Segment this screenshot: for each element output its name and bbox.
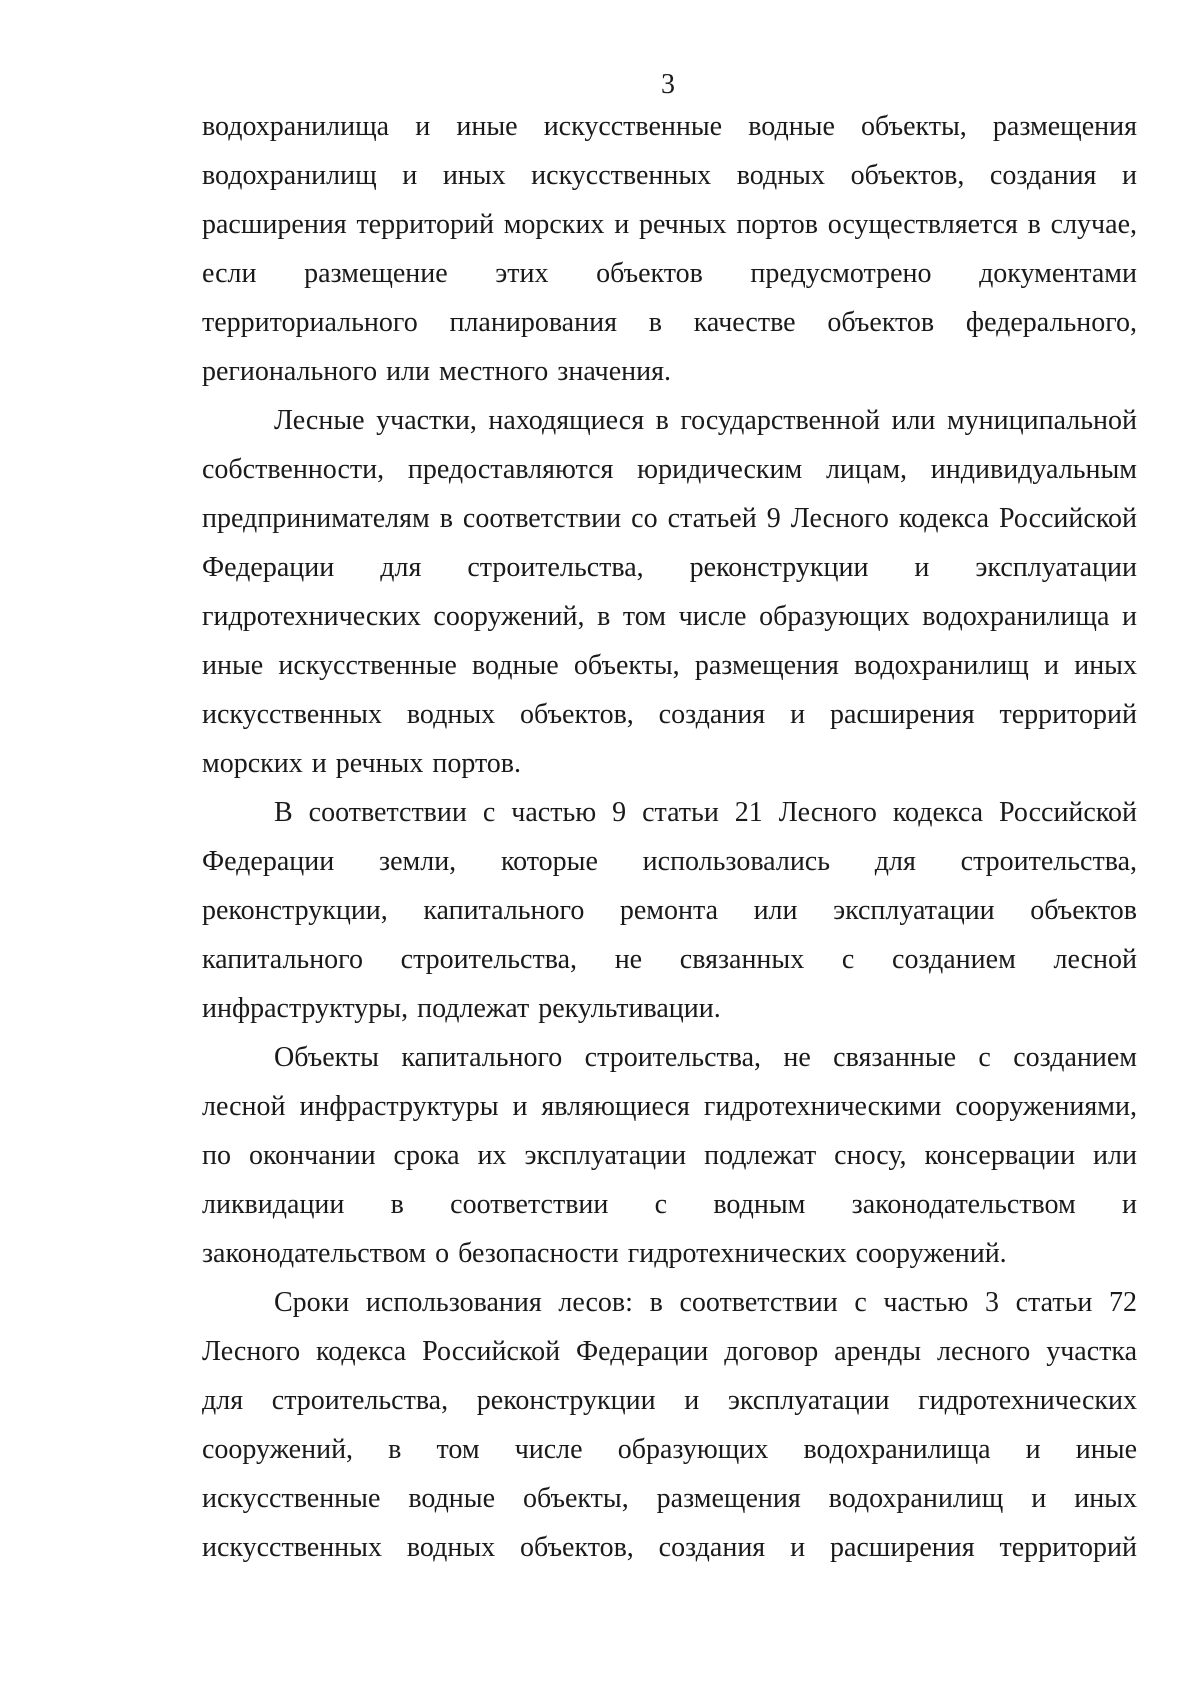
paragraph-3 (202, 788, 1137, 1033)
text-line: искусственных водных объектов, создания и расширения территорий (202, 1532, 1137, 1563)
text-line: гидротехнических сооружений, в том числе образующих водохранилища и (202, 601, 1137, 632)
text-line: лесной инфраструктуры и являющиеся гидротехническими сооружениями, (202, 1091, 1137, 1122)
text-line: реконструкции, капитального ремонта или эксплуатации объектов (202, 895, 1137, 926)
text-line: законодательством о безопасности гидротехнических сооружений. (202, 1238, 1007, 1269)
text-line: предпринимателям в соответствии со статьей 9 Лесного кодекса Российской (202, 503, 1137, 534)
text-line: иные искусственные водные объекты, размещения водохранилищ и иных (202, 650, 1137, 681)
text-line: инфраструктуры, подлежат рекультивации. (202, 993, 721, 1024)
text-line: капитального строительства, не связанных с созданием лесной (202, 944, 1137, 975)
text-line: Лесного кодекса Российской Федерации договор аренды лесного участка (202, 1336, 1137, 1367)
text-line: расширения территорий морских и речных портов осуществляется в случае, (202, 209, 1137, 240)
text-line: искусственные водные объекты, размещения водохранилищ и иных (202, 1483, 1137, 1514)
text-line: если размещение этих объектов предусмотрено документами (202, 258, 1137, 289)
text-line: ликвидации в соответствии с водным законодательством и (202, 1189, 1137, 1220)
document-body (202, 102, 1137, 1572)
text-line: В соответствии с частью 9 статьи 21 Лесного кодекса Российской (274, 797, 1137, 828)
text-line: Лесные участки, находящиеся в государственной или муниципальной (274, 405, 1137, 436)
text-line: Сроки использования лесов: в соответствии с частью 3 статьи 72 (274, 1287, 1137, 1318)
text-line: искусственных водных объектов, создания и расширения территорий (202, 699, 1137, 730)
paragraph-1 (202, 102, 1137, 396)
text-line: сооружений, в том числе образующих водохранилища и иные (202, 1434, 1137, 1465)
text-line: по окончании срока их эксплуатации подлежат сносу, консервации или (202, 1140, 1137, 1171)
paragraph-2 (202, 396, 1137, 788)
page-number: 3 (661, 69, 675, 100)
paragraph-5 (202, 1278, 1137, 1572)
paragraph-4 (202, 1033, 1137, 1278)
text-line: собственности, предоставляются юридическим лицам, индивидуальным (202, 454, 1137, 485)
text-line: Объекты капитального строительства, не связанные с созданием (274, 1042, 1137, 1073)
text-line: Федерации земли, которые использовались для строительства, (202, 846, 1137, 877)
text-line: морских и речных портов. (202, 748, 522, 779)
text-line: территориального планирования в качестве объектов федерального, (202, 307, 1137, 338)
text-line: для строительства, реконструкции и эксплуатации гидротехнических (202, 1385, 1137, 1416)
text-line: водохранилищ и иных искусственных водных объектов, создания и (202, 160, 1137, 191)
text-line: водохранилища и иные искусственные водные объекты, размещения (202, 111, 1137, 142)
text-line: Федерации для строительства, реконструкции и эксплуатации (202, 552, 1137, 583)
text-line: регионального или местного значения. (202, 356, 671, 387)
